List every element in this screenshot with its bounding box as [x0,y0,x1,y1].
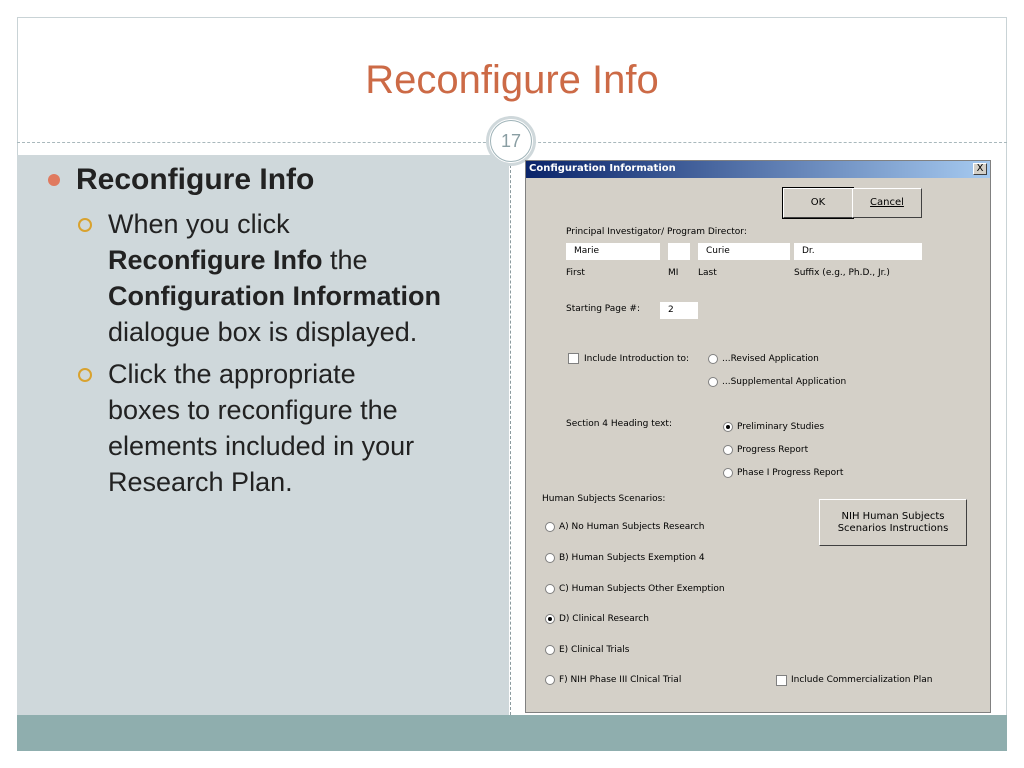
scenario-e-radio[interactable] [545,645,555,655]
intro-supplemental-label: ...Supplemental Application [722,377,847,387]
cancel-label: Cancel [870,197,904,208]
middle-initial-field[interactable] [668,243,690,260]
suffix-field[interactable]: Dr. [794,243,922,260]
bullet-main [40,160,500,200]
pi-label: Principal Investigator/ Program Director: [566,227,747,237]
dialog-title-bar[interactable] [526,161,990,178]
bullet-ring-icon [78,368,92,382]
nih-button-line2: Scenarios Instructions [837,523,949,534]
human-subjects-label: Human Subjects Scenarios: [542,494,666,504]
include-intro-label: Include Introduction to: [584,354,690,364]
suffix-label: Suffix (e.g., Ph.D., Jr.) [794,268,890,278]
bullet-sub-2-line4: Research Plan. [108,467,293,497]
bullet-ring-icon [78,218,92,232]
scenario-f-radio[interactable] [545,675,555,685]
nih-instructions-button[interactable] [819,499,967,546]
starting-page-label: Starting Page #: [566,304,640,314]
bullet-sub-1-part2: the [330,245,368,275]
first-name-field[interactable]: Marie [566,243,660,260]
scenario-d-label: D) Clinical Research [559,614,649,624]
section4-preliminary-radio[interactable] [723,422,733,432]
scenario-c-radio[interactable] [545,584,555,594]
section4-progress-label: Progress Report [737,445,809,455]
scenario-c-label: C) Human Subjects Other Exemption [559,584,725,594]
scenario-a-label: A) No Human Subjects Research [559,522,705,532]
starting-page-field[interactable]: 2 [660,302,698,319]
scenario-b-radio[interactable] [545,553,555,563]
scenario-a-radio[interactable] [545,522,555,532]
bullet-sub-2-line2: boxes to reconfigure the [108,395,398,425]
slide-title: Reconfigure Info [365,58,659,102]
bullet-sub-1-part1: When you click [108,209,290,239]
section4-phase1-radio[interactable] [723,468,733,478]
bullet-list [40,160,500,500]
cancel-button[interactable] [852,188,922,218]
section4-preliminary-label: Preliminary Studies [737,422,825,432]
scenario-b-label: B) Human Subjects Exemption 4 [559,553,705,563]
bullet-sub-1 [40,206,500,350]
scenario-f-label: F) NIH Phase III Clnical Trial [559,675,682,685]
section4-progress-radio[interactable] [723,445,733,455]
intro-revised-label: ...Revised Application [722,354,819,364]
last-name-field[interactable]: Curie [698,243,790,260]
section4-phase1-label: Phase I Progress Report [737,468,844,478]
bullet-sub-2 [40,356,500,500]
footer-band [17,715,1007,751]
scenario-e-label: E) Clinical Trials [559,645,630,655]
mi-label: MI [668,268,679,278]
include-intro-checkbox[interactable] [568,353,579,364]
intro-supplemental-radio[interactable] [708,377,718,387]
bullet-sub-2-line3: elements included in your [108,431,415,461]
dialog-title: Configuration Information [529,163,676,174]
section4-label: Section 4 Heading text: [566,419,672,429]
bullet-sub-2-line1: Click the appropriate [108,359,356,389]
commercialization-label: Include Commercialization Plan [791,675,933,685]
bullet-sub-1-bold2: Configuration Information [108,281,441,311]
bullet-main-text: Reconfigure Info [76,163,315,196]
bullet-sub-1-part3: dialogue box is displayed. [108,317,418,347]
scenario-d-radio[interactable] [545,614,555,624]
nih-button-line1: NIH Human Subjects [841,511,945,522]
configuration-dialog [525,160,991,713]
last-label: Last [698,268,717,278]
first-label: First [566,268,585,278]
intro-revised-radio[interactable] [708,354,718,364]
commercialization-checkbox[interactable] [776,675,787,686]
bullet-dot-icon [48,174,60,186]
panel-divider [510,155,511,715]
slide-number-ring [490,120,532,162]
ok-button[interactable]: OK [783,188,853,218]
bullet-sub-1-bold1: Reconfigure Info [108,245,323,275]
close-button[interactable]: X [973,163,987,175]
slide-number: 17 [486,116,536,166]
